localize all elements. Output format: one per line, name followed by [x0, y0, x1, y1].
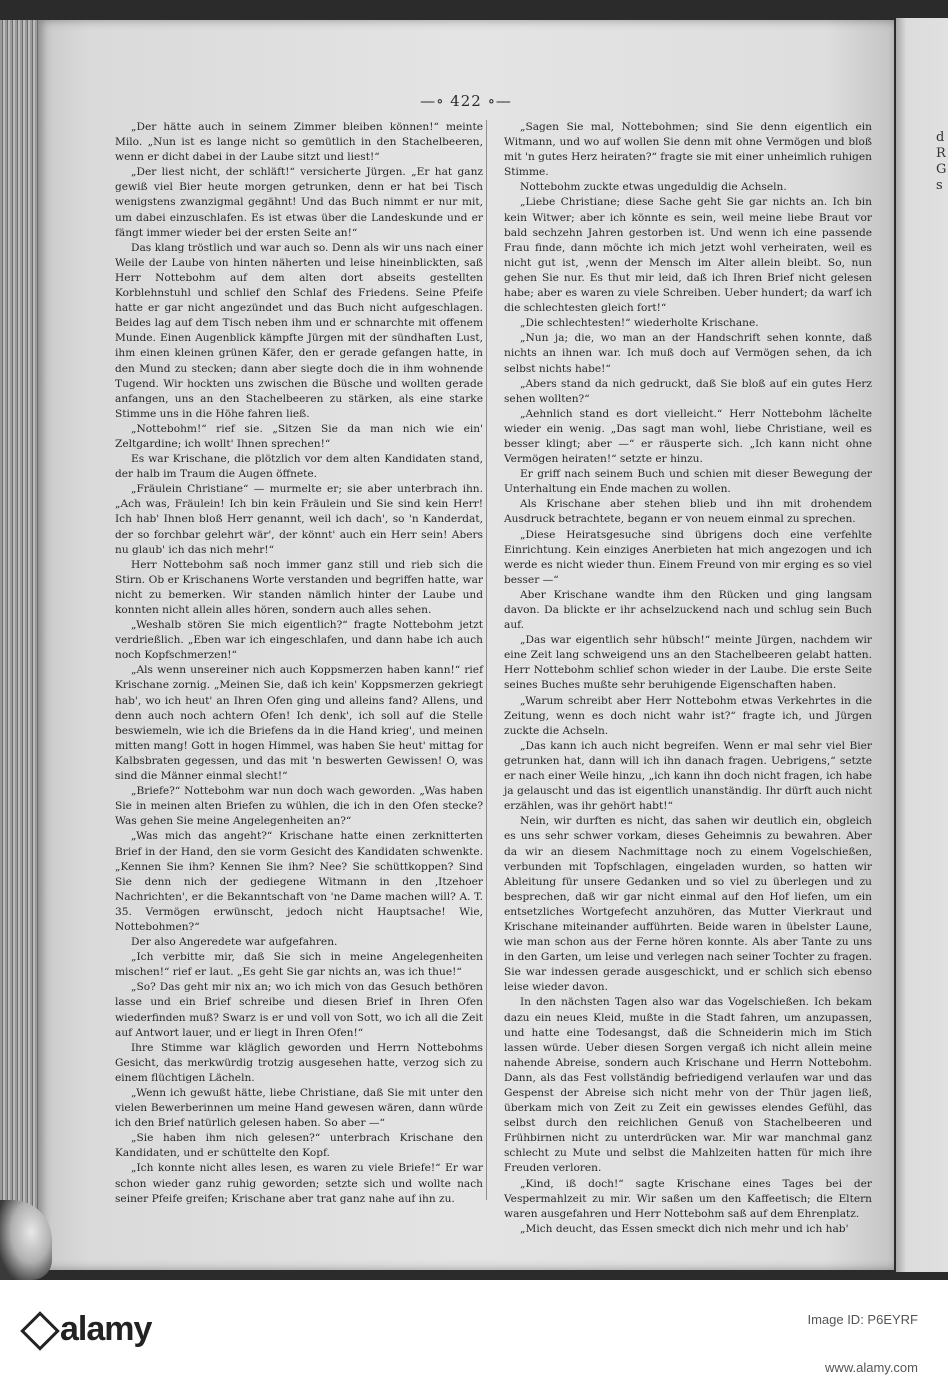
paragraph: „Was mich das angeht?“ Krischane hatte einen zerknitterten Brief in der Hand, den sie vorm Gesicht des Kandidaten schwenkte. „Kennen Sie ihm? Kennen Sie ihm? Nee? Sie schüttkoppen? Sind Sie denn nich der gediegene Witmann in den ‚Itzehoer Nachrichten', er die Bekanntschaft von 'ne Dame machen will? A. T. 35. Vermögen erwünscht, jedoch nicht Hauptsache! Wie, Nottebohmen?“	[115, 830, 483, 933]
paragraph: Aber Krischane wandte ihm den Rücken und ging langsam davon. Da blickte er ihr achselzuckend nach und schlug sein Buch auf.	[504, 588, 872, 632]
paragraph: Das klang tröstlich und war auch so. Denn als wir uns nach einer Weile der Laube von hinten näherten und leise hineinblickten, saß Herr Nottebohm auf dem alten dort abseits gestellten Korblehnstuhl und schlief den Schlaf des Friedens. Seine Pfeife hatte er gar nicht angezündet und das Buch nicht aufgeschlagen. Beides lag auf dem Tisch neben ihm und er schnarchte mit offenem Munde. Einen Augenblick kämpfte Jürgen mit der sündhaften Lust, ihm einen kleinen grünen Käfer, den er gerade gefangen hatte, in den Mund zu stecken; dann aber siegte doch die in ihm wohnende Tugend. Wir hockten uns zwischen die Büsche und wollten gerade anfangen, uns an den Stachelbeeren zu stärken, als eine starke Stimme uns in die Höhe fahren ließ.	[115, 241, 483, 420]
paragraph: „Die schlechtesten!“ wiederholte Krischane.	[520, 317, 759, 330]
book-page	[38, 20, 894, 1270]
paragraph: Es war Krischane, die plötzlich vor dem alten Kandidaten stand, der halb im Traum die Augen öffnete.	[115, 453, 483, 481]
paragraph: Nottebohm zuckte etwas ungeduldig die Achseln.	[520, 181, 787, 194]
paragraph: „Liebe Christiane; diese Sache geht Sie gar nichts an. Ich bin kein Witwer; aber ich könnte es sein, weil meine liebe Braut vor bald sechzehn Jahren gestorben ist. Und wenn ich eine passende Frau finde, dann möchte ich mich jetzt wohl verheiraten, weil es nicht gut ist, ‚wenn der Mensch im Alter allein bleibt. So, nun gehen Sie nur. Es thut mir leid, daß ich Ihren Brief nicht gelesen habe; aber es waren zu viele Schreiben. Ueber hundert; da warf ich die schlechtesten gleich fort!“	[504, 196, 872, 315]
paragraph: Er griff nach seinem Buch und schien mit dieser Bewegung der Unterhaltung ein Ende machen zu wollen.	[504, 468, 872, 496]
facing-page-fragment: d R G s	[936, 130, 947, 193]
stock-footer	[0, 1280, 948, 1390]
brand-mark-icon	[20, 1311, 60, 1351]
paragraph: „Sagen Sie mal, Nottebohmen; sind Sie denn eigentlich ein Witmann, und wo auf wollen Sie denn mit ohne Vermögen und bloß mit 'n gutes Herz heiraten?“ fragte sie mit einer unheimlich ruhigen Stimme.	[504, 121, 873, 179]
paragraph: „Der liest nicht, der schläft!“ versicherte Jürgen. „Er hat ganz gewiß viel Bier heute morgen getrunken, denn er hat bei Tisch wenigstens zwanzigmal gegähnt! Und das Buch nimmt er nur mit, um dabei einzuschlafen. Es ist etwas über die Landeskunde und er fängt immer wieder bei der ersten Seite an!“	[115, 166, 483, 239]
paragraph: Ihre Stimme war kläglich geworden und Herrn Nottebohms Gesicht, das merkwürdig trotzig ausgesehen hatte, verzog sich zu einem flüchtigen Lächeln.	[115, 1041, 483, 1084]
paragraph: „Sie haben ihm nich gelesen?“ unterbrach Krischane den Kandidaten, und er schüttelte den Kopf.	[115, 1132, 483, 1160]
paragraph: „Der hätte auch in seinem Zimmer bleiben können!“ meinte Milo. „Nun ist es lange nicht so gemütlich in den Stachelbeeren, wenn er dicht dabei in der Laube sitzt und liest!“	[115, 121, 483, 164]
page-number: —∘ 422 ∘—	[420, 92, 512, 110]
paragraph: In den nächsten Tagen also war das Vogelschießen. Ich bekam dazu ein neues Kleid, mußte in die Stadt fahren, um anzupassen, und hatte eine Todesangst, daß die Schneiderin mich im Stich lassen würde. Ueber diesen Sorgen vergaß ich nicht allein meine nahende Abreise, sondern auch Krischane und Herrn Nottebohm. Dann, als das Fest vollständig befriedigend verlaufen war und das Gespenst der Abreise sich nicht mehr von der Thür jagen ließ, überkam mich von Zeit zu Zeit ein gewisses elendes Gefühl, das selbst durch den reichlichen Genuß von Stachelbeeren und Frühbirnen nicht zu unterdrücken war. Mir war manchmal ganz schlecht zu Mute und selbst die Mahlzeiten hatten für mich ihre Freuden verloren.	[504, 996, 872, 1175]
paragraph: Der also Angeredete war aufgefahren.	[131, 936, 338, 949]
paragraph: „Briefe?“ Nottebohm war nun doch wach geworden. „Was haben Sie in meinen alten Briefen zu wühlen, die ich in den Ofen stecke? Was gehen Sie meine Angelegenheiten an?“	[115, 785, 483, 828]
left-text-column	[115, 120, 483, 1207]
brand-logo	[26, 1310, 151, 1349]
paragraph: „Warum schreibt aber Herr Nottebohm etwas Verkehrtes in die Zeitung, wenn es doch nicht wahr ist?“ fragte ich, und Jürgen zuckte die Achseln.	[504, 694, 872, 737]
facing-page-edge	[896, 18, 948, 1272]
paragraph: „Mich deucht, das Essen smeckt dich nich mehr und ich hab'	[520, 1222, 849, 1235]
paragraph: „Das war eigentlich sehr hübsch!“ meinte Jürgen, nachdem wir eine Zeit lang schweigend uns an den Stachelbeeren gelabt hatten. Herr Nottebohm schlief schon wieder in der Laube. Die erste Seite seines Buches mußte sehr beruhigende Eigenschaften haben.	[504, 634, 872, 692]
book-page-edges	[0, 20, 40, 1270]
paragraph: „Ich konnte nicht alles lesen, es waren zu viele Briefe!“ Er war schon wieder ganz ruhig geworden; setzte sich und wollte nach seiner Pfeife greifen; Krischane aber trat ganz nahe auf ihn zu.	[115, 1162, 483, 1205]
paragraph: „Das kann ich auch nicht begreifen. Wenn er mal sehr viel Bier getrunken hat, dann will ich ihn danach fragen. Uebrigens,“ setzte er nach einer Weile hinzu, „ich kann ihn doch nicht fragen, ich habe ja gelauscht und das ist eigentlich unanständig. Ihr dürft auch nicht erzählen, was ihr gehört habt!“	[504, 739, 872, 813]
site-url: www.alamy.com	[825, 1360, 918, 1375]
paragraph: „Nun ja; die, wo man an der Handschrift sehen konnte, daß nichts an ihnen war. Ich muß doch auf Vermögen sehen, da ich selbst nichts habe!“	[504, 332, 872, 375]
paragraph: „Weshalb stören Sie mich eigentlich?“ fragte Nottebohm jetzt verdrießlich. „Eben war ich eingeschlafen, und dann habe ich auch noch Kopfschmerzen!“	[115, 619, 483, 662]
paragraph: „Diese Heiratsgesuche sind übrigens doch eine verfehlte Einrichtung. Kein einziges Anerbieten hat mich angezogen und ich werde es nicht wieder thun. Einem Freund von mir erging es so viel besser —“	[504, 528, 872, 586]
paragraph: „So? Das geht mir nix an; wo ich mich von das Gesuch bethören lasse und ein Brief schreibe und diesen Brief in Ihren Ofen wiederfinden muß? Swarz is er und voll von Sott, wo ich all die Zeit auf Antwort lauer, und er liegt in Ihren Ofen!“	[115, 981, 483, 1039]
paragraph: „Ich verbitte mir, daß Sie sich in meine Angelegenheiten mischen!“ rief er laut. „Es geht Sie gar nichts an, was ich thue!“	[115, 951, 483, 979]
paragraph: „Kind, iß doch!“ sagte Krischane eines Tages bei der Vespermahlzeit zu mir. Wir saßen um den Kaffeetisch; die Eltern waren ausgefahren und Herr Nottebohm saß auf dem Ehrenplatz.	[504, 1177, 872, 1220]
paragraph: „Fräulein Christiane“ — murmelte er; sie aber unterbrach ihn. „Ach was, Fräulein! Ich bin kein Fräulein und Sie sind kein Herr! Ich hab' Ihnen bloß Herr genannt, weil ich dach', so 'n Kanderdat, der so forchbar gelehrt wär', der könnt' auch ein Herr sein! Abers nu glaub' ich das nich mehr!“	[115, 483, 483, 556]
column-divider	[486, 120, 487, 1200]
paragraph: Herr Nottebohm saß noch immer ganz still und rieb sich die Stirn. Ob er Krischanens Worte verstanden und begriffen hatte, war nicht zu bemerken. Wir standen nämlich hinter der Laube und konnten nicht allein alles hören, sondern auch alles sehen.	[115, 558, 483, 616]
brand-name: alamy	[60, 1310, 152, 1348]
paragraph: „Als wenn unsereiner nich auch Koppsmerzen haben kann!“ rief Krischane zornig. „Meinen Sie, daß ich kein' Koppsmerzen gekriegt hab', wo ich heut' an Ihren Ofen ging und alleins fand? Allens, und denn auch noch achtern Ofen! Ich denk', ich soll auf die Stelle beswiemeln, wie ich die Briefens da in die Hand krieg', und meinen mitten mang! Gott in hogen Himmel, was haben Sie heut' mittag for Kalbsbraten gegessen, und das mit 'n beswerten Gewissen! O, was sind die Männer einmal slecht!“	[115, 664, 483, 783]
paragraph: „Aehnlich stand es dort vielleicht.“ Herr Nottebohm lächelte wieder ein wenig. „Das sagt man wohl, liebe Christiane, weil es besser klingt; aber —“ er räusperte sich. „Ich kann nicht ohne Vermögen heiraten!“ setzte er hinzu.	[504, 407, 872, 466]
paragraph: Als Krischane aber stehen blieb und ihn mit drohendem Ausdruck betrachtete, begann er von neuem einmal zu sprechen.	[504, 498, 872, 526]
paragraph: „Nottebohm!“ rief sie. „Sitzen Sie da man nich wie ein' Zeltgardine; ich wollt' Ihnen sprechen!“	[115, 422, 483, 450]
right-text-column	[504, 120, 872, 1237]
paragraph: „Abers stand da nich gedruckt, daß Sie bloß auf ein gutes Herz sehen wollten?“	[504, 377, 872, 405]
paragraph: „Wenn ich gewußt hätte, liebe Christiane, daß Sie mit unter den vielen Bewerberinnen um meine Hand gewesen wären, dann würde ich den Brief natürlich gelesen haben. So aber —“	[115, 1087, 483, 1130]
image-id: Image ID: P6EYRF	[807, 1312, 918, 1327]
paragraph: Nein, wir durften es nicht, das sahen wir deutlich ein, obgleich es uns sehr schwer vorkam, dieses Geheimnis zu bewahren. Aber da wir an diesem Nachmittage noch zu einem Vogelschießen, verbunden mit Topfschlagen, eingeladen wurden, so hatten wir Ableitung für unsere Gedanken und so viel zu überlegen und zu besprechen, daß wir gar nicht einmal auf den Hof liefen, um ein entsetzliches Wortgefecht anzuhören, das Mutter Vierkraut und Krischane miteinander aufführten. Beide waren in übelster Laune, wie man schon aus der Ferne hören konnte. Als aber Tante zu uns in den Garten, um leise und verlegen nach seiner Tochter zu fragen. Sie war indessen gerade ausgeschickt, und er schlich sich ebenso leise wieder davon.	[504, 815, 872, 994]
